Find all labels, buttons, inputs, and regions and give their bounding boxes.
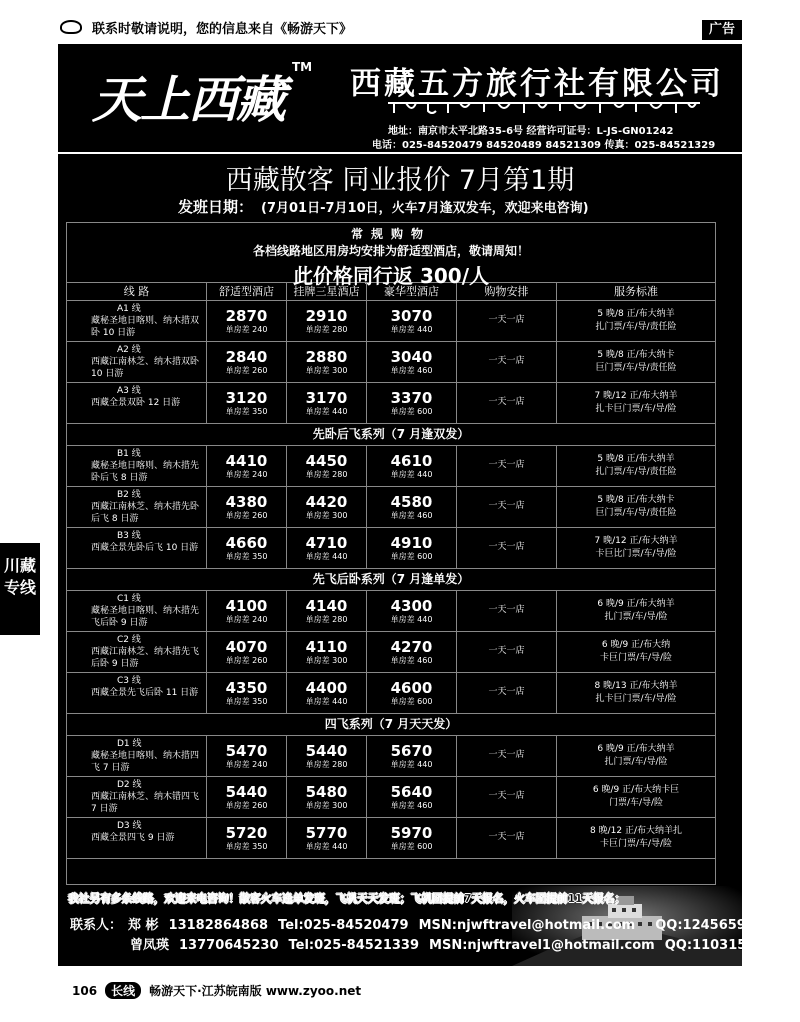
single-supplement: 单房差 240	[225, 469, 268, 479]
price-luxury	[367, 632, 457, 672]
price-value: 3070	[390, 306, 433, 325]
price-three-star	[287, 446, 367, 486]
departure-label: 发班日期：	[178, 198, 254, 216]
col-three-star: 挂牌三星酒店	[287, 283, 367, 300]
price-value: 4420	[305, 492, 348, 511]
service-line: 6 晚/9 正/布大纳	[601, 640, 671, 650]
price-value: 4270	[390, 637, 433, 656]
price-value: 4910	[390, 533, 433, 552]
service-line: 5 晚/8 正/布大纳卡	[597, 495, 675, 505]
route-code: A3 线	[117, 386, 141, 396]
single-supplement: 单房差 280	[305, 469, 348, 479]
side-tab-line: 川藏	[3, 556, 36, 575]
contact-row	[70, 914, 773, 933]
contact-tel: Tel:025-84521339	[288, 938, 420, 953]
single-supplement: 单房差 440	[305, 551, 348, 561]
price-value: 2840	[225, 347, 268, 366]
price-value: 4710	[305, 533, 348, 552]
ad-tag: 广告	[702, 20, 742, 40]
top-bar	[0, 0, 800, 44]
service-cell	[557, 342, 715, 382]
route-name: 西藏江南林芝、纳木措双卧 10 日游	[91, 357, 200, 379]
price-comfort	[207, 632, 287, 672]
price-value: 4300	[390, 596, 433, 615]
price-value: 4070	[225, 637, 268, 656]
price-value: 4400	[305, 678, 348, 697]
price-value: 2880	[305, 347, 348, 366]
shopping-cell: 一天一店	[457, 528, 557, 568]
table-row	[67, 591, 715, 632]
price-three-star	[287, 632, 367, 672]
shopping-cell: 一天一店	[457, 591, 557, 631]
col-route: 线 路	[67, 283, 207, 300]
table-row	[67, 342, 715, 383]
route-name: 藏秘圣地日喀则、纳木措先飞后卧 9 日游	[91, 606, 200, 628]
divider	[58, 152, 742, 154]
source-note: 联系时敬请说明，您的信息来自《畅游天下》	[92, 22, 353, 37]
price-value: 5440	[305, 741, 348, 760]
route-name: 西藏全景双卧 12 日游	[91, 398, 181, 408]
company-phone: 电话：025-84520479 84520489 84521309 传真：025-84521329	[372, 140, 716, 151]
single-supplement: 单房差 440	[305, 841, 348, 851]
shopping-cell: 一天一店	[457, 487, 557, 527]
service-line: 扎门票/车/导/责任险	[595, 467, 677, 477]
price-value: 3170	[305, 388, 348, 407]
route-code: C3 线	[117, 676, 141, 686]
single-supplement: 单房差 260	[225, 800, 268, 810]
service-cell	[557, 673, 715, 713]
price-comfort	[207, 383, 287, 423]
price-value: 4580	[390, 492, 433, 511]
shopping-cell: 一天一店	[457, 301, 557, 341]
route-code: B1 线	[117, 449, 141, 459]
contact-tel: Tel:025-84520479	[278, 918, 409, 933]
price-value: 5720	[225, 823, 268, 842]
service-cell	[557, 301, 715, 341]
service-line: 8 晚/13 正/布大纳羊	[594, 681, 678, 691]
service-line: 6 晚/9 正/布大纳羊	[597, 744, 675, 754]
shopping-cell: 一天一店	[457, 342, 557, 382]
table-row	[67, 632, 715, 673]
service-line: 6 晚/9 正/布大纳羊	[597, 599, 675, 609]
single-supplement: 单房差 240	[225, 614, 268, 624]
price-value: 5670	[390, 741, 433, 760]
section-heading: 四飞系列（7 月天天发）	[67, 714, 715, 736]
price-luxury	[367, 777, 457, 817]
price-three-star	[287, 528, 367, 568]
section-heading: 先飞后卧系列（7 月逢单发）	[67, 569, 715, 591]
notice-block	[67, 223, 715, 288]
service-line: 扎门票/车/导/险	[604, 612, 668, 622]
table-header	[67, 283, 715, 301]
col-shopping: 购物安排	[457, 283, 557, 300]
price-luxury	[367, 301, 457, 341]
route-cell	[67, 383, 207, 423]
price-comfort	[207, 487, 287, 527]
route-name: 西藏江南林芝、纳木措先飞后卧 9 日游	[91, 647, 200, 669]
route-cell	[67, 673, 207, 713]
shopping-cell: 一天一店	[457, 818, 557, 858]
contact-mobile: 13182864868	[168, 918, 269, 933]
table-row	[67, 777, 715, 818]
price-three-star	[287, 383, 367, 423]
price-value: 2910	[305, 306, 348, 325]
contact-name: 曾凤瑛	[130, 938, 170, 953]
service-cell	[557, 632, 715, 672]
price-luxury	[367, 673, 457, 713]
price-three-star	[287, 736, 367, 776]
single-supplement: 单房差 600	[390, 551, 433, 561]
page-title: 西藏散客 同业报价 7月第1期	[225, 165, 575, 196]
price-value: 4140	[305, 596, 348, 615]
departure-range: (7月01日-7月10日，火车7月逢双发车，欢迎来电咨询)	[261, 201, 589, 216]
single-supplement: 单房差 440	[390, 469, 433, 479]
price-luxury	[367, 818, 457, 858]
price-value: 5640	[390, 782, 433, 801]
route-cell	[67, 736, 207, 776]
price-three-star	[287, 487, 367, 527]
price-luxury	[367, 528, 457, 568]
single-supplement: 单房差 300	[305, 510, 348, 520]
service-cell	[557, 528, 715, 568]
single-supplement: 单房差 260	[225, 655, 268, 665]
table-row	[67, 818, 715, 859]
company-name: 西藏五方旅行社有限公司	[350, 66, 724, 102]
price-luxury	[367, 591, 457, 631]
shopping-cell: 一天一店	[457, 777, 557, 817]
price-luxury	[367, 383, 457, 423]
price-value: 5480	[305, 782, 348, 801]
price-three-star	[287, 342, 367, 382]
route-name: 西藏全景四飞 9 日游	[91, 833, 175, 843]
single-supplement: 单房差 300	[305, 365, 348, 375]
service-cell	[557, 736, 715, 776]
shopping-cell: 一天一店	[457, 632, 557, 672]
price-luxury	[367, 736, 457, 776]
service-line: 7 晚/12 正/布大纳羊	[594, 536, 678, 546]
service-line: 卡巨门票/车/导/险	[599, 839, 673, 849]
route-name: 藏秘圣地日喀则、纳木措双卧 10 日游	[91, 316, 200, 338]
single-supplement: 单房差 440	[305, 406, 348, 416]
contact-mobile: 13770645230	[179, 938, 279, 953]
contact-name: 郑 彬	[128, 918, 159, 933]
single-supplement: 单房差 350	[225, 696, 268, 706]
price-value: 5770	[305, 823, 348, 842]
price-comfort	[207, 736, 287, 776]
table-row	[67, 528, 715, 569]
price-luxury	[367, 487, 457, 527]
price-value: 4660	[225, 533, 268, 552]
price-value: 4110	[305, 637, 348, 656]
price-three-star	[287, 301, 367, 341]
rebate-line: 此价格同行返 300/人	[292, 264, 489, 288]
single-supplement: 单房差 300	[305, 800, 348, 810]
route-code: D3 线	[117, 821, 142, 831]
single-supplement: 单房差 600	[390, 841, 433, 851]
price-comfort	[207, 777, 287, 817]
single-supplement: 单房差 240	[225, 324, 268, 334]
contact-qq: QQ:1245659942	[655, 918, 773, 933]
shopping-cell: 一天一店	[457, 736, 557, 776]
price-comfort	[207, 818, 287, 858]
page-footer	[72, 982, 361, 999]
single-supplement: 单房差 350	[225, 841, 268, 851]
magazine-logo-icon	[60, 20, 82, 34]
col-comfort: 舒适型酒店	[207, 283, 287, 300]
price-table	[66, 222, 716, 885]
route-code: D1 线	[117, 739, 142, 749]
departure-dates	[178, 196, 589, 217]
single-supplement: 单房差 260	[225, 510, 268, 520]
table-row	[67, 301, 715, 342]
route-cell	[67, 528, 207, 568]
route-name: 西藏全景先卧后飞 10 日游	[91, 543, 199, 553]
route-name: 藏秘圣地日喀则、纳木措先卧后飞 8 日游	[91, 461, 200, 483]
brand-logo: 天上西藏	[92, 70, 284, 129]
single-supplement: 单房差 600	[390, 406, 433, 416]
route-cell	[67, 632, 207, 672]
price-three-star	[287, 673, 367, 713]
price-value: 4100	[225, 596, 268, 615]
single-supplement: 单房差 440	[390, 614, 433, 624]
single-supplement: 单房差 350	[225, 406, 268, 416]
route-cell	[67, 591, 207, 631]
side-tab-line: 专线	[3, 578, 36, 597]
route-code: D2 线	[117, 780, 142, 790]
price-luxury	[367, 446, 457, 486]
single-supplement: 单房差 440	[305, 696, 348, 706]
single-supplement: 单房差 440	[390, 324, 433, 334]
service-cell	[557, 777, 715, 817]
service-cell	[557, 487, 715, 527]
service-line: 巨门票/车/导/责任险	[595, 508, 677, 518]
price-three-star	[287, 777, 367, 817]
notice-heading: 常规购物	[350, 227, 431, 241]
price-luxury	[367, 342, 457, 382]
service-line: 5 晚/8 正/布大纳羊	[597, 309, 675, 319]
price-value: 4380	[225, 492, 268, 511]
service-line: 扎卡巨门票/车/导/险	[595, 404, 677, 414]
service-line: 扎门票/车/导/险	[604, 757, 668, 767]
route-cell	[67, 777, 207, 817]
table-row	[67, 383, 715, 424]
shopping-cell: 一天一店	[457, 446, 557, 486]
price-three-star	[287, 591, 367, 631]
shopping-cell: 一天一店	[457, 383, 557, 423]
contact-label: 联系人：	[70, 918, 123, 933]
single-supplement: 单房差 300	[305, 655, 348, 665]
price-value: 5470	[225, 741, 268, 760]
side-tab	[0, 543, 40, 635]
page-number: 106	[72, 984, 98, 998]
route-code: C1 线	[117, 594, 141, 604]
service-line: 卡巨门票/车/导/险	[599, 653, 673, 663]
route-cell	[67, 301, 207, 341]
table-body	[67, 301, 715, 859]
price-comfort	[207, 673, 287, 713]
single-supplement: 单房差 600	[390, 696, 433, 706]
price-three-star	[287, 818, 367, 858]
service-line: 5 晚/8 正/布大纳卡	[597, 350, 675, 360]
price-comfort	[207, 342, 287, 382]
route-cell	[67, 342, 207, 382]
route-name: 西藏江南林芝、纳木错四飞 7 日游	[91, 792, 200, 814]
contact-row	[130, 934, 783, 953]
service-line: 5 晚/8 正/布大纳羊	[597, 454, 675, 464]
service-cell	[557, 818, 715, 858]
route-name: 西藏江南林芝、纳木措先卧后飞 8 日游	[91, 502, 200, 524]
single-supplement: 单房差 280	[305, 614, 348, 624]
service-line: 6 晚/9 正/布大纳卡巨	[592, 785, 680, 795]
trademark-mark: TM	[292, 60, 313, 74]
price-value: 2870	[225, 306, 268, 325]
price-value: 4450	[305, 451, 348, 470]
price-value: 4410	[225, 451, 268, 470]
shopping-cell: 一天一店	[457, 673, 557, 713]
price-value: 3120	[225, 388, 268, 407]
contact-msn: MSN:njwftravel1@hotmail.com	[429, 938, 655, 953]
price-value: 3040	[390, 347, 433, 366]
service-cell	[557, 446, 715, 486]
service-line: 7 晚/12 正/布大纳羊	[594, 391, 678, 401]
service-cell	[557, 383, 715, 423]
tibetan-script-graphic	[388, 100, 700, 114]
contact-msn: MSN:njwftravel@hotmail.com	[418, 918, 636, 933]
ad-sheet	[58, 44, 783, 966]
company-address: 地址：南京市太平北路35-6号 经营许可证号：L-JS-GN01242	[388, 126, 674, 137]
col-service: 服务标准	[614, 285, 658, 298]
footnote: 我社另有多条线路，欢迎来电咨询！散客火车逢单发班，飞机天天发班；飞机团提前7天报名，火车团提前11天报名；	[68, 892, 626, 905]
route-name: 藏秘圣地日喀则、纳木措四飞 7 日游	[91, 751, 200, 773]
section-tag: 长线	[105, 982, 141, 999]
single-supplement: 单房差 460	[390, 655, 433, 665]
single-supplement: 单房差 440	[390, 759, 433, 769]
single-supplement: 单房差 240	[225, 759, 268, 769]
price-comfort	[207, 591, 287, 631]
route-code: A1 线	[117, 304, 141, 314]
section-heading: 先卧后飞系列（7 月逢双发）	[67, 424, 715, 446]
price-value: 4610	[390, 451, 433, 470]
service-cell	[557, 591, 715, 631]
service-line: 门票/车/导/险	[608, 798, 664, 808]
single-supplement: 单房差 460	[390, 800, 433, 810]
single-supplement: 单房差 460	[390, 510, 433, 520]
price-value: 5440	[225, 782, 268, 801]
single-supplement: 单房差 280	[305, 759, 348, 769]
single-supplement: 单房差 280	[305, 324, 348, 334]
service-line: 扎卡巨门票/车/导/险	[595, 694, 677, 704]
route-code: B3 线	[117, 531, 141, 541]
notice-line: 各档线路地区用房均安排为舒适型酒店，敬请周知！	[252, 244, 529, 258]
route-name: 西藏全景先飞后卧 11 日游	[91, 688, 199, 698]
route-code: B2 线	[117, 490, 141, 500]
price-value: 3370	[390, 388, 433, 407]
table-row	[67, 487, 715, 528]
price-comfort	[207, 446, 287, 486]
table-row	[67, 736, 715, 777]
price-value: 4600	[390, 678, 433, 697]
price-comfort	[207, 528, 287, 568]
col-luxury: 豪华型酒店	[367, 283, 457, 300]
table-row	[67, 673, 715, 714]
route-cell	[67, 446, 207, 486]
table-row	[67, 446, 715, 487]
single-supplement: 单房差 460	[390, 365, 433, 375]
service-line: 巨门票/车/导/责任险	[595, 363, 677, 373]
route-cell	[67, 487, 207, 527]
service-line: 卡巨比门票/车/导/险	[595, 549, 677, 559]
single-supplement: 单房差 350	[225, 551, 268, 561]
service-line: 扎门票/车/导/责任险	[595, 322, 677, 332]
route-cell	[67, 818, 207, 858]
price-value: 4350	[225, 678, 268, 697]
price-value: 5970	[390, 823, 433, 842]
service-line: 8 晚/12 正/布大纳羊扎	[590, 826, 682, 836]
route-code: A2 线	[117, 345, 141, 355]
price-comfort	[207, 301, 287, 341]
route-code: C2 线	[117, 635, 141, 645]
contact-qq: QQ:1103151392	[664, 938, 783, 953]
single-supplement: 单房差 260	[225, 365, 268, 375]
footer-text: 畅游天下·江苏皖南版 www.zyoo.net	[149, 984, 362, 998]
